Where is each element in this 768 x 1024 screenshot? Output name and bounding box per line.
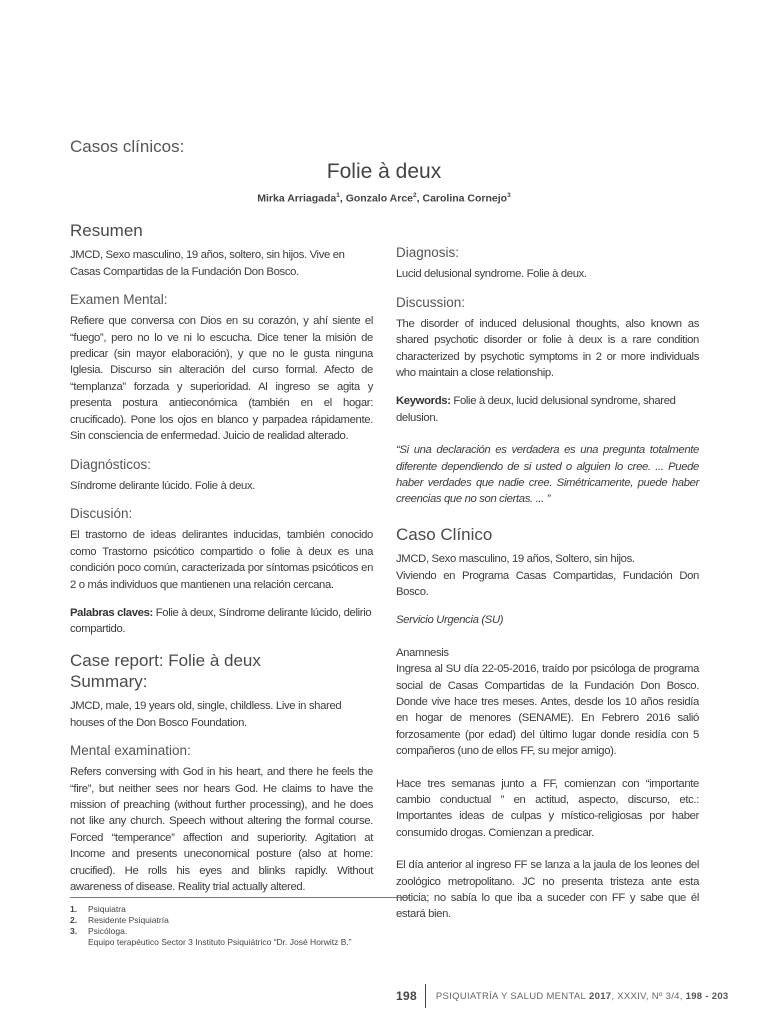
paragraph-2: Hace tres semanas junto a FF, comienzan con “importante cambio conductual ” en actitud, aspecto, discurso, etc.: Importantes ideas de culpas y místico-religiosas por haber consumido drogas. Comienzan a predicar.: [396, 777, 699, 839]
keywords: [396, 393, 699, 426]
palabras-claves-text: Folie à deux, Síndrome delirante lúcido, delirio compartido.: [70, 606, 372, 636]
epigraph-quote: “Si una declaración es verdadera es una pregunta totalmente diferente dependiendo de si usted o alguien lo cree. ... Puede haber verdades que nadie cree. Simétricamente, puede haber creencias que no son ciertas. ... ”: [396, 444, 699, 506]
page-number: 198: [396, 989, 417, 1003]
footnotes: [70, 897, 410, 948]
journal-issue: , XXXIV, Nº 3/4,: [611, 990, 683, 1002]
diagnosis-heading: Diagnosis:: [396, 245, 460, 260]
servicio-urgencia-label: Servicio Urgencia (SU): [396, 614, 504, 627]
palabras-claves: [70, 605, 373, 638]
resumen-heading: Resumen: [70, 221, 143, 240]
diagnosticos-text: Síndrome delirante lúcido. Folie à deux.: [70, 479, 256, 492]
article-title: Folie à deux: [326, 160, 442, 183]
right-column: [396, 245, 699, 923]
caso-clinico-heading: Caso Clínico: [396, 524, 493, 544]
caso-line-1: JMCD, Sexo masculino, 19 años, Soltero, sin hijos.: [396, 553, 635, 566]
author-name: Carolina Cornejo: [422, 192, 508, 205]
journal-pages: 198 - 203: [685, 990, 729, 1002]
author-sup: 1: [336, 192, 340, 199]
author-sup: 3: [507, 192, 511, 199]
footnote: 1. Psiquiatra: [70, 904, 126, 914]
author-name: Mirka Arriagada: [257, 192, 337, 205]
palabras-claves-label: Palabras claves:: [70, 606, 153, 619]
discusion-heading: Discusión:: [70, 506, 133, 522]
footer-divider: [425, 984, 426, 1008]
journal-name: PSIQUIATRÍA Y SALUD MENTAL: [435, 990, 587, 1002]
discusion-text: El trastorno de ideas delirantes inducidas, también conocido como Trastorno psicótico compartido o folie à deux es una condición poco común, caracterizada por síntomas psicóticos en 2 o más individuos que mantienen una relación cercana.: [70, 529, 373, 591]
mental-exam-text: Refers conversing with God in his heart, and there he feels the “fire”, but neither sees nor hears God. He claims to have the mission of preaching (without further processing), and he does not like any church. Speech without altering the formal course. Forced “temperance” affection and superiority. Agitation at Income and presents uneconomical posture (also at home: crucified). He rolls his eyes and blinks rapidly. Without awareness of disease. Reality trial actually altered.: [70, 766, 373, 894]
footnote-affiliation: Equipo terapéutico Sector 3 Instituto Psiquiátrico “Dr. José Horwitz B.”: [88, 937, 352, 947]
anamnesis-text: Ingresa al SU día 22-05-2016, traído por psicóloga de programa social de Casas Compartidas de la Fundación Don Bosco. Donde vive hace tres meses. Antes, desde los 10 años residía en hogar de menores (SENAME). En Febrero 2016 salió forzosamente (por edad) del último lugar donde residía con 5 compañeros (uno de ellos FF, su mejor amigo).: [396, 663, 699, 758]
discussion-text: The disorder of induced delusional thoughts, also known as shared psychotic disorder or folie à deux is a rare condition characterized by psychotic symptoms in 2 or more individuals who maintain a close relationship.: [396, 317, 699, 379]
examen-heading: Examen Mental:: [70, 292, 168, 308]
anamnesis-heading: Anamnesis: [396, 646, 449, 659]
keywords-text: Folie à deux, lucid delusional syndrome, shared delusion.: [396, 395, 676, 424]
summary-text: JMCD, male, 19 years old, single, childless. Live in shared houses of the Don Bosco Foundation.: [70, 700, 342, 729]
case-report-heading: Case report: Folie à deux: [70, 650, 261, 670]
mental-exam-heading: Mental examination:: [70, 743, 191, 759]
paragraph-3: El día anterior al ingreso FF se lanza a la jaula de los leones del zoológico metropolitano. JC no presenta tristeza ante esta noticia; no sabía lo que iba a suceder con FF y sabe que él estará bien.: [396, 859, 699, 921]
diagnosis-text: Lucid delusional syndrome. Folie à deux.: [396, 268, 587, 281]
left-column: [70, 220, 373, 895]
author-sup: 2: [413, 192, 417, 199]
page-footer: [396, 984, 728, 1008]
footnote: 2. Residente Psiquiatría: [70, 915, 169, 925]
footnote: 3. Psicóloga.: [70, 926, 128, 936]
discussion-heading: Discussion:: [396, 294, 466, 310]
resumen-text: JMCD, Sexo masculino, 19 años, soltero, sin hijos. Vive en Casas Compartidas de la Fundación Don Bosco.: [70, 249, 345, 278]
keywords-label: Keywords:: [396, 395, 451, 408]
author-name: Gonzalo Arce: [345, 192, 414, 205]
summary-heading: Summary:: [70, 671, 148, 691]
journal-year: 2017: [589, 990, 612, 1002]
authors-line: Mirka Arriagada$^1$, Gonzalo Arce$^2$, Carolina Cornejo$^3$: [257, 192, 511, 205]
section-label: Casos clínicos:: [70, 137, 185, 156]
diagnosticos-heading: Diagnósticos:: [70, 456, 152, 472]
examen-text: Refiere que conversa con Dios en su corazón, y ahí siente el “fuego”, pero no lo ve ni lo escucha. Dice tener la misión de predicar (sin mayor elaboración), y que no le gusta ninguna Iglesia. Discurso sin alteración del curso formal. Afecto de “templanza” forzada y superioridad. Al ingreso se agita y presenta postura antieconómica (también en el hogar: crucificado). Pone los ojos en blanco y parpadea rápidamente. Sin consciencia de enfermedad. Juicio de realidad alterado.: [70, 315, 373, 443]
caso-line-2: Viviendo en Programa Casas Compartidas, Fundación Don Bosco.: [396, 569, 699, 598]
